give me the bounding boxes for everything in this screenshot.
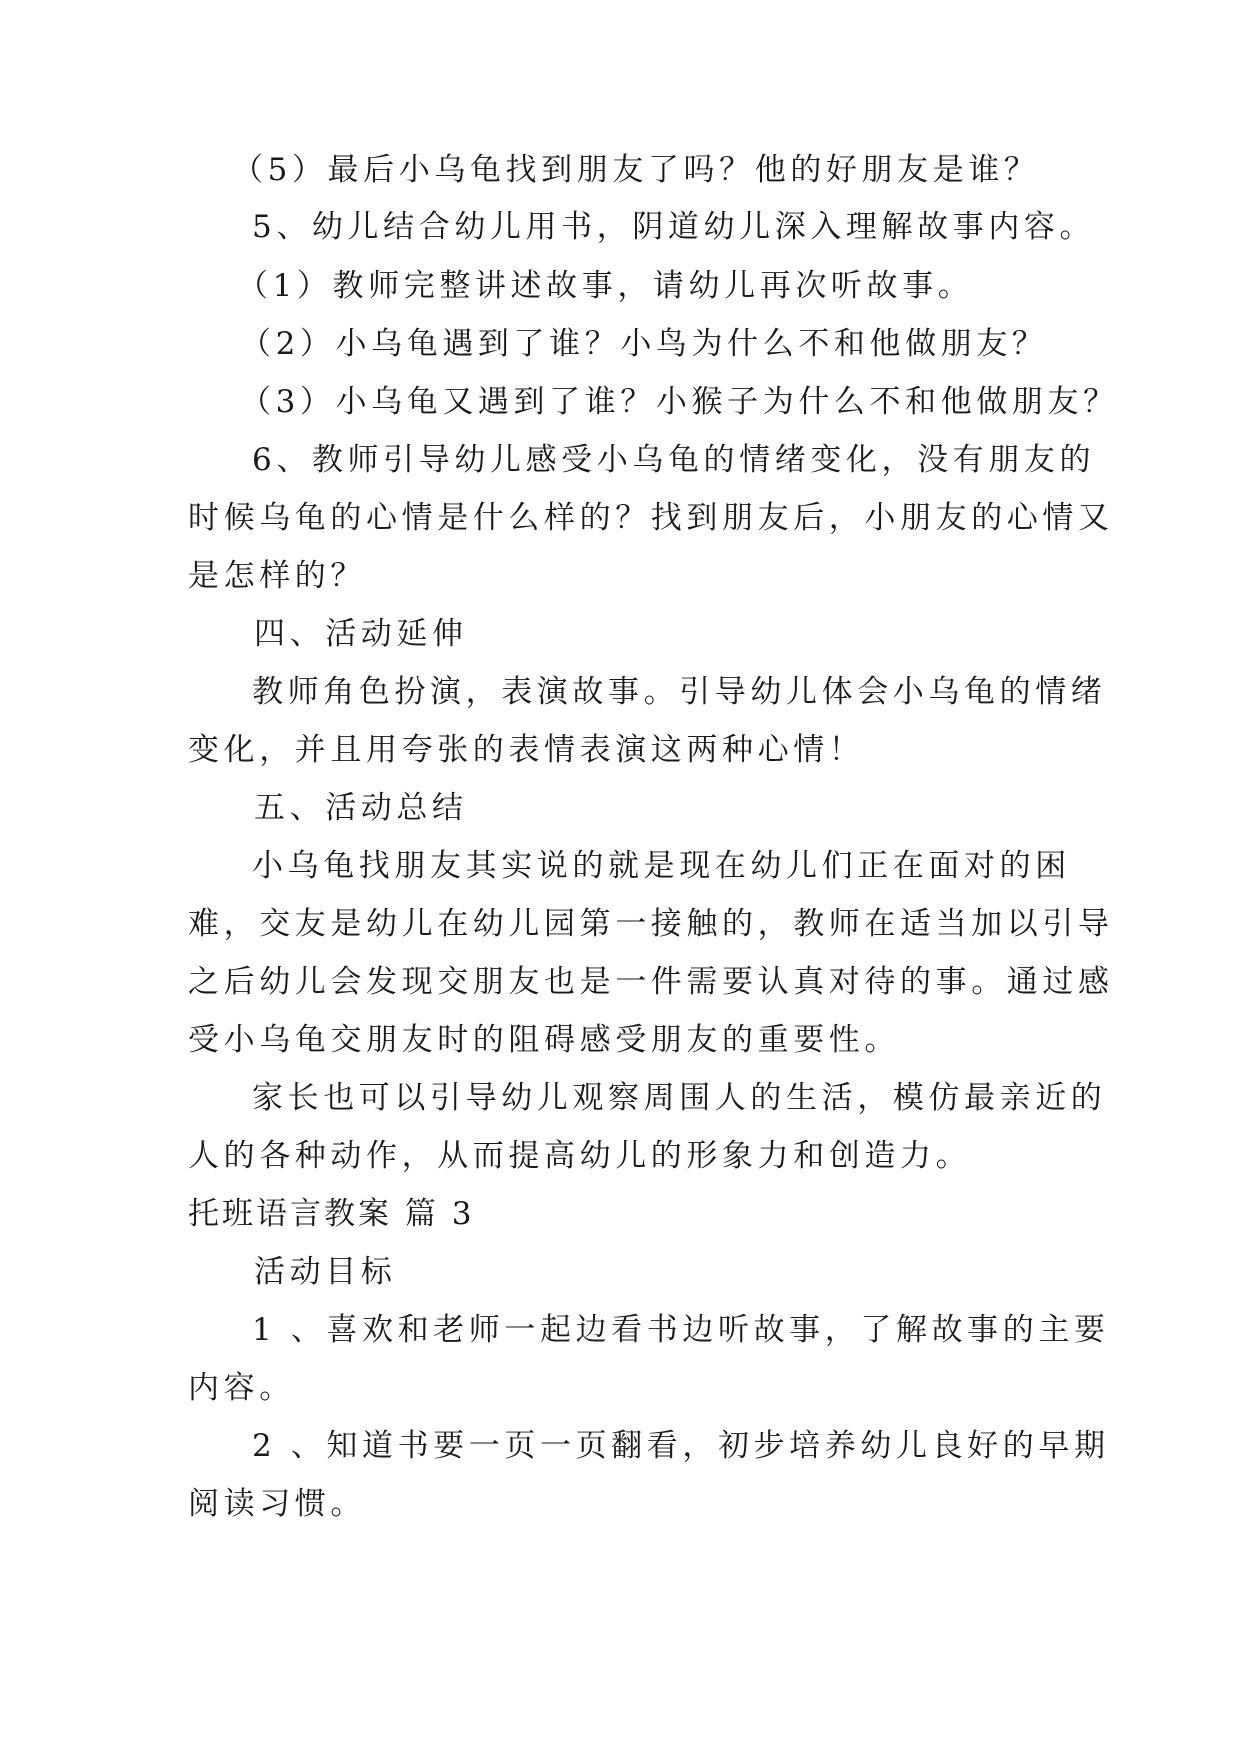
text-line: 时候乌龟的心情是什么样的？找到朋友后，小朋友的心情又 [188, 500, 1114, 536]
text-line: （1）教师完整讲述故事，请幼儿再次听故事。 [237, 268, 974, 304]
text-line: 是怎样的？ [188, 558, 366, 594]
text-line: 受小乌龟交朋友时的阻碍感受朋友的重要性。 [188, 1022, 900, 1058]
section-heading: 四、活动延伸 [254, 616, 468, 652]
text-line: （5）最后小乌龟找到朋友了吗？他的好朋友是谁？ [232, 152, 1040, 188]
text-line: 阅读习惯。 [188, 1486, 366, 1522]
text-line: 小乌龟找朋友其实说的就是现在幼儿们正在面对的困 [252, 848, 1071, 884]
text-line: 变化，并且用夸张的表情表演这两种心情！ [188, 732, 865, 768]
document-heading: 托班语言教案 篇 3 [188, 1196, 475, 1232]
text-line: 6、教师引导幼儿感受小乌龟的情绪变化，没有朋友的 [252, 442, 1096, 478]
text-line: 难，交友是幼儿在幼儿园第一接触的，教师在适当加以引导 [188, 906, 1114, 942]
text-line: （3）小乌龟又遇到了谁？小猴子为什么不和他做朋友？ [240, 384, 1119, 420]
text-line: 内容。 [188, 1370, 295, 1406]
section-heading: 五、活动总结 [254, 790, 468, 826]
text-line: 之后幼儿会发现交朋友也是一件需要认真对待的事。通过感 [188, 964, 1114, 1000]
text-line: 人的各种动作，从而提高幼儿的形象力和创造力。 [188, 1138, 972, 1174]
section-heading: 活动目标 [254, 1254, 397, 1290]
text-line: （2）小乌龟遇到了谁？小鸟为什么不和他做朋友？ [240, 326, 1048, 362]
text-line: 教师角色扮演，表演故事。引导幼儿体会小乌龟的情绪 [252, 674, 1107, 710]
text-line: 1 、喜欢和老师一起边看书边听故事，了解故事的主要 [252, 1312, 1110, 1348]
text-line: 2 、知道书要一页一页翻看，初步培养幼儿良好的早期 [252, 1428, 1110, 1464]
text-line: 家长也可以引导幼儿观察周围人的生活，模仿最亲近的 [252, 1080, 1107, 1116]
text-line: 5、幼儿结合幼儿用书，阴道幼儿深入理解故事内容。 [252, 209, 1096, 245]
